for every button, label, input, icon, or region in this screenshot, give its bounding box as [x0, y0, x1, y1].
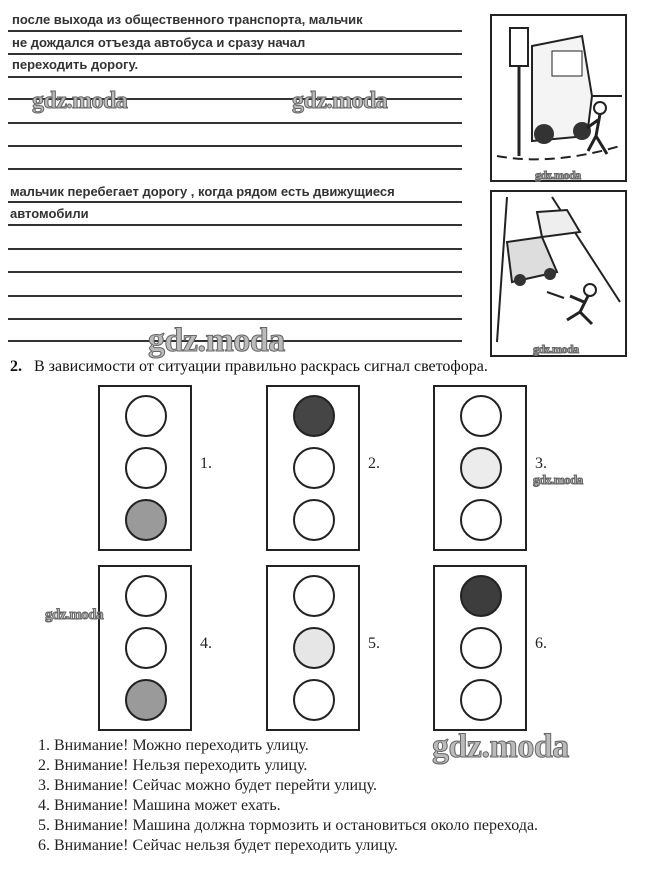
traffic-light-6 — [433, 565, 527, 731]
traffic-light-number: 6. — [535, 635, 547, 652]
answer-text: не дождался отъезда автобуса и сразу начал — [12, 35, 306, 50]
traffic-light-lamp[interactable] — [293, 499, 335, 541]
option-item: 1. Внимание! Можно переходить улицу. — [38, 737, 309, 754]
traffic-light-number: 4. — [200, 635, 212, 652]
watermark: gdz.moda — [32, 88, 128, 114]
ruled-line — [8, 295, 462, 297]
ruled-line — [8, 76, 462, 78]
illustration-bus-stop — [490, 14, 627, 182]
watermark: gdz.moda — [535, 168, 581, 182]
traffic-light-3 — [433, 385, 527, 551]
ruled-line — [8, 30, 462, 32]
answer-text: переходить дорогу. — [12, 57, 139, 72]
answer-text: после выхода из общественного транспорта, мальчик — [12, 12, 363, 27]
traffic-light-number: 1. — [200, 455, 212, 472]
traffic-light-lamp[interactable] — [125, 575, 167, 617]
ruled-line — [8, 145, 462, 147]
traffic-light-2 — [266, 385, 360, 551]
watermark: gdz.moda — [292, 88, 388, 114]
traffic-light-lamp[interactable] — [460, 627, 502, 669]
traffic-light-lamp[interactable] — [293, 575, 335, 617]
traffic-light-lamp[interactable] — [460, 447, 502, 489]
illustration-running-boy — [490, 190, 627, 357]
ruled-line — [8, 318, 462, 320]
traffic-light-lamp[interactable] — [293, 679, 335, 721]
option-item: 5. Внимание! Машина должна тормозить и остановиться около перехода. — [38, 817, 539, 834]
traffic-light-lamp[interactable] — [460, 575, 502, 617]
ruled-line — [8, 271, 462, 273]
traffic-light-lamp[interactable] — [125, 627, 167, 669]
traffic-light-4 — [98, 565, 192, 731]
traffic-light-lamp[interactable] — [460, 679, 502, 721]
ruled-line — [8, 168, 462, 170]
traffic-light-lamp[interactable] — [293, 627, 335, 669]
traffic-light-number: 2. — [368, 455, 380, 472]
option-item: 4. Внимание! Машина может ехать. — [38, 797, 281, 814]
ruled-line — [8, 122, 462, 124]
traffic-light-5 — [266, 565, 360, 731]
traffic-light-number: 5. — [368, 635, 380, 652]
option-item: 6. Внимание! Сейчас нельзя будет переходить улицу. — [38, 837, 398, 854]
option-item: 2. Внимание! Нельзя переходить улицу. — [38, 757, 308, 774]
traffic-light-lamp[interactable] — [460, 395, 502, 437]
traffic-light-lamp[interactable] — [125, 679, 167, 721]
traffic-light-lamp[interactable] — [293, 395, 335, 437]
traffic-light-lamp[interactable] — [460, 499, 502, 541]
traffic-light-lamp[interactable] — [293, 447, 335, 489]
answer-text: мальчик перебегает дорогу , когда рядом есть движущиеся — [10, 184, 395, 199]
traffic-light-lamp[interactable] — [125, 447, 167, 489]
watermark: gdz.moda — [432, 728, 569, 765]
task-number: 2. — [10, 358, 22, 375]
watermark: gdz.moda — [533, 342, 579, 356]
traffic-light-lamp[interactable] — [125, 499, 167, 541]
ruled-line — [8, 248, 462, 250]
watermark: gdz.moda — [148, 322, 285, 359]
task-heading — [10, 358, 488, 376]
traffic-light-1 — [98, 385, 192, 551]
ruled-line — [8, 224, 462, 226]
watermark: gdz.moda — [533, 472, 583, 487]
ruled-line — [8, 53, 462, 55]
answer-text: автомобили — [10, 206, 89, 221]
traffic-light-number: 3. — [535, 455, 547, 472]
option-item: 3. Внимание! Сейчас можно будет перейти улицу. — [38, 777, 378, 794]
ruled-line — [8, 201, 462, 203]
task-text: В зависимости от ситуации правильно раскрась сигнал светофора. — [34, 358, 488, 375]
traffic-light-lamp[interactable] — [125, 395, 167, 437]
watermark: gdz.moda — [45, 607, 104, 623]
